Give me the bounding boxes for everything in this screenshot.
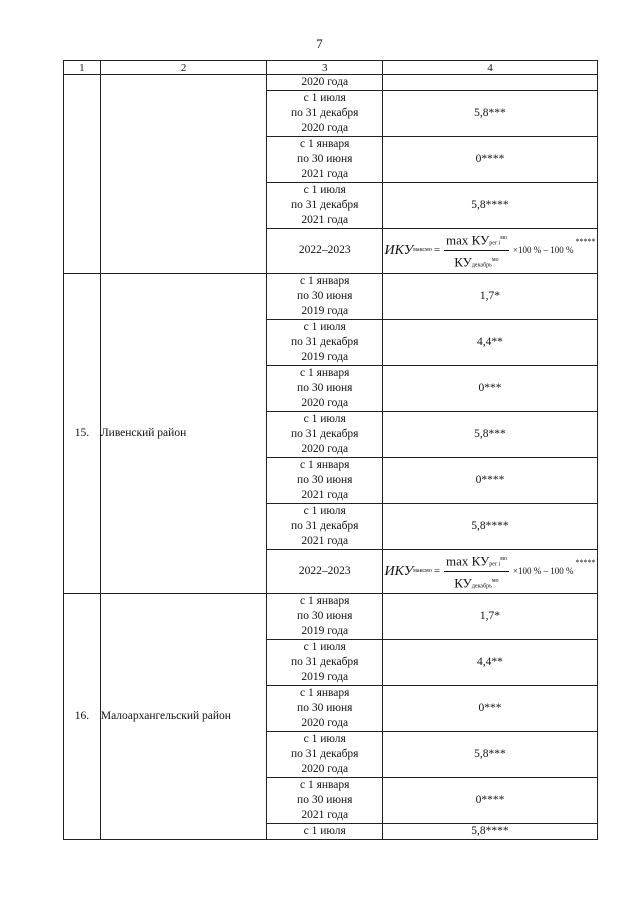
formula-lhs-sub: макс: [413, 247, 426, 254]
row-number: [64, 75, 101, 274]
period-cell: 2020 года: [267, 75, 383, 91]
formula-tail: ×100 % – 100 %: [512, 245, 574, 256]
tariff-table: [63, 60, 598, 840]
value-cell: [382, 229, 597, 274]
formula-lhs-sup: мо: [425, 567, 432, 574]
value-cell: 5,8****: [382, 824, 597, 840]
value-cell: 0****: [382, 457, 597, 503]
table-row: [64, 75, 598, 91]
formula-numerator-sup: мо: [500, 555, 507, 562]
formula-numerator-sub: per i: [489, 560, 501, 567]
period-cell: с 1 января по 30 июня 2020 года: [267, 365, 383, 411]
value-cell: 0***: [382, 686, 597, 732]
period-cell: с 1 июля по 31 декабря 2020 года: [267, 732, 383, 778]
formula-lhs-sup: мо: [425, 247, 432, 254]
period-cell: с 1 января по 30 июня 2019 года: [267, 273, 383, 319]
formula-denominator: [452, 251, 500, 272]
period-cell: с 1 января по 30 июня 2020 года: [267, 686, 383, 732]
value-cell: [382, 549, 597, 594]
formula-numerator-sup: мо: [500, 235, 507, 241]
period-cell: с 1 июля по 31 декабря 2020 года: [267, 411, 383, 457]
formula-denominator-text: КУ: [454, 254, 472, 270]
column-header-1: 1: [64, 61, 101, 75]
district-name: [100, 75, 267, 274]
period-cell: с 1 июля: [267, 824, 383, 840]
district-name: Малоархангельский район: [100, 594, 267, 840]
value-cell: 0****: [382, 137, 597, 183]
period-cell: с 1 января по 30 июня 2021 года: [267, 778, 383, 824]
value-cell: 4,4**: [382, 319, 597, 365]
formula-fraction: [444, 229, 509, 273]
column-header-4: 4: [382, 61, 597, 75]
value-cell: 5,8****: [382, 183, 597, 229]
period-cell: с 1 января по 30 июня 2021 года: [267, 137, 383, 183]
growth-formula: [385, 229, 596, 273]
formula-denominator: [452, 572, 500, 593]
period-cell: с 1 июля по 31 декабря 2020 года: [267, 91, 383, 137]
formula-denominator-text: КУ: [454, 575, 472, 591]
period-cell: 2022–2023: [267, 229, 383, 274]
period-cell: с 1 июля по 31 декабря 2019 года: [267, 319, 383, 365]
formula-numerator: [444, 229, 509, 251]
formula-denominator-sub: декабрь: [471, 583, 492, 590]
formula-lhs: ИКУ: [384, 563, 414, 579]
column-header-2: 2: [100, 61, 267, 75]
formula-footnote-stars: *****: [575, 237, 596, 247]
formula-tail: ×100 % – 100 %: [512, 565, 574, 576]
period-cell: с 1 января по 30 июня 2021 года: [267, 457, 383, 503]
value-cell: 4,4**: [382, 640, 597, 686]
value-cell: 1,7*: [382, 273, 597, 319]
formula-numerator-text: max КУ: [446, 232, 490, 248]
period-cell: с 1 июля по 31 декабря 2021 года: [267, 183, 383, 229]
value-cell: 5,8***: [382, 732, 597, 778]
formula-denominator-sup: мо: [491, 257, 499, 264]
formula-numerator-text: max КУ: [446, 552, 490, 568]
value-cell: 0****: [382, 778, 597, 824]
value-cell: 0***: [382, 365, 597, 411]
formula-equals: =: [433, 244, 441, 257]
period-cell: 2022–2023: [267, 549, 383, 594]
row-number: 16.: [64, 594, 101, 840]
table-row: [64, 273, 598, 319]
formula-footnote-stars: *****: [575, 557, 596, 567]
formula-numerator-sub: per i: [489, 240, 501, 247]
formula-fraction: [444, 550, 509, 594]
formula-lhs: ИКУ: [384, 243, 414, 259]
period-cell: с 1 июля по 31 декабря 2021 года: [267, 503, 383, 549]
column-header-row: [64, 61, 598, 75]
period-cell: с 1 июля по 31 декабря 2019 года: [267, 640, 383, 686]
formula-lhs-sub: макс: [413, 567, 426, 574]
page-number: 7: [316, 36, 323, 51]
value-cell: 5,8****: [382, 503, 597, 549]
period-cell: с 1 января по 30 июня 2019 года: [267, 594, 383, 640]
column-header-3: 3: [267, 61, 383, 75]
row-number: 15.: [64, 273, 101, 594]
formula-denominator-sub: декабрь: [471, 262, 492, 269]
value-cell: 5,8***: [382, 91, 597, 137]
table-row: [64, 594, 598, 640]
value-cell: 1,7*: [382, 594, 597, 640]
value-cell: [382, 75, 597, 91]
formula-denominator-sup: мо: [491, 577, 499, 584]
district-name: Ливенский район: [100, 273, 267, 594]
growth-formula: [385, 550, 596, 594]
formula-numerator: [444, 550, 509, 572]
value-cell: 5,8***: [382, 411, 597, 457]
formula-equals: =: [433, 564, 441, 577]
